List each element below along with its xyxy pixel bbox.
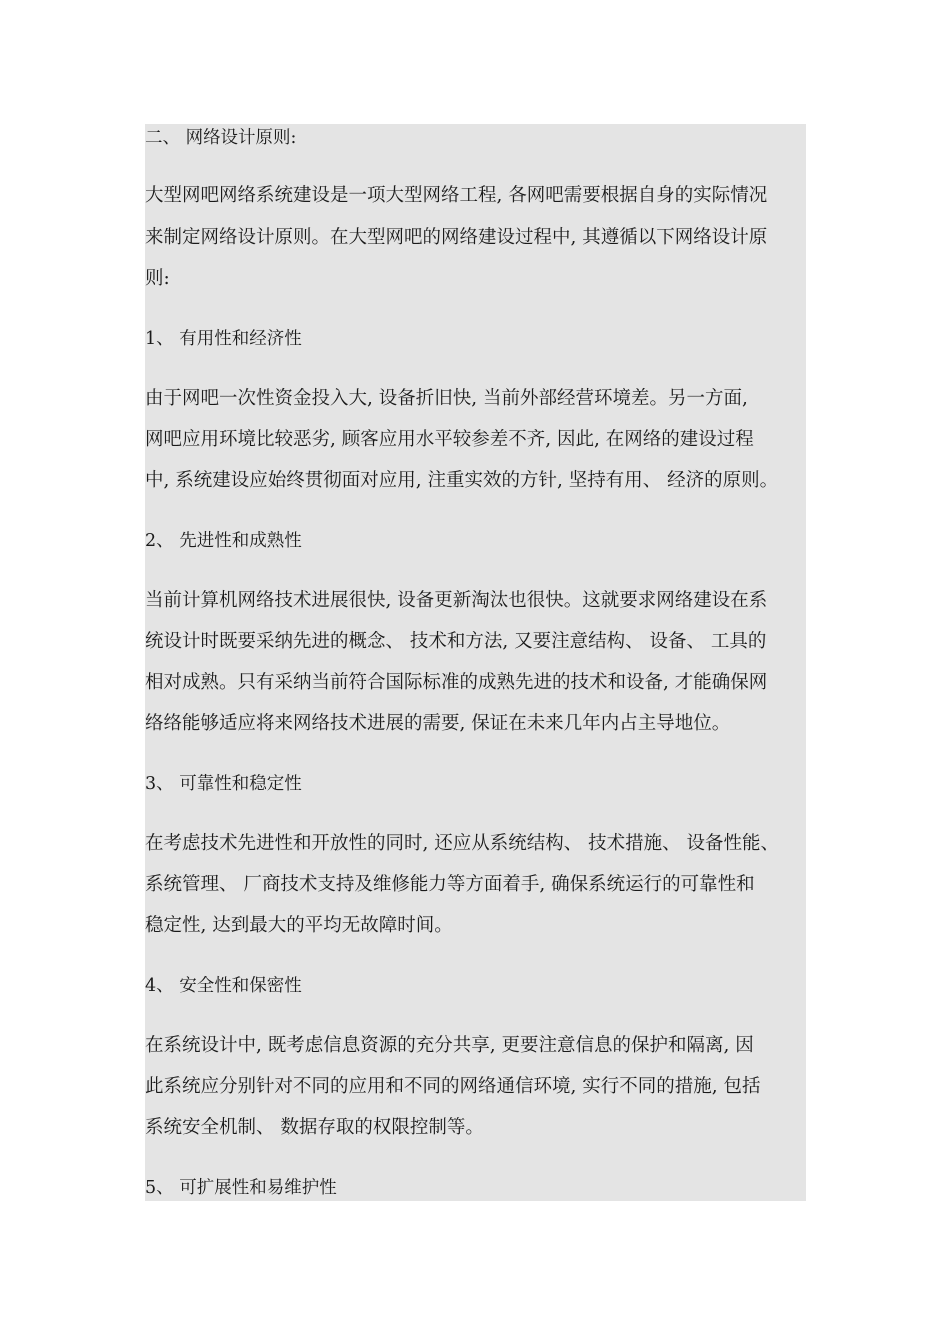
- document-page-content: [145, 124, 806, 1201]
- paragraph-line: 当前计算机网络技术进展很快, 设备更新淘汰也很快。这就要求网络建设在系: [145, 590, 768, 611]
- paragraph-line: 在系统设计中, 既考虑信息资源的充分共享, 更要注意信息的保护和隔离, 因: [145, 1035, 754, 1056]
- paragraph-line: 统设计时既要采纳先进的概念、 技术和方法, 又要注意结构、 设备、 工具的: [145, 631, 767, 652]
- section-heading: 5、 可扩展性和易维护性: [145, 1178, 337, 1198]
- paragraph-line: 此系统应分别针对不同的应用和不同的网络通信环境, 实行不同的措施, 包括: [145, 1076, 761, 1097]
- paragraph-line: 络络能够适应将来网络技术进展的需要, 保证在未来几年内占主导地位。: [145, 713, 731, 734]
- paragraph-line: 系统管理、 厂商技术支持及维修能力等方面着手, 确保系统运行的可靠性和: [145, 874, 755, 895]
- paragraph-line: 大型网吧网络系统建设是一项大型网络工程, 各网吧需要根据自身的实际情况: [145, 185, 768, 206]
- paragraph-line: 由于网吧一次性资金投入大, 设备折旧快, 当前外部经营环境差。另一方面,: [145, 388, 748, 409]
- paragraph-line: 中, 系统建设应始终贯彻面对应用, 注重实效的方针, 坚持有用、 经济的原则。: [145, 470, 779, 491]
- paragraph-line: 来制定网络设计原则。在大型网吧的网络建设过程中, 其遵循以下网络设计原: [145, 227, 768, 248]
- paragraph-line: 则:: [145, 268, 170, 289]
- section-heading: 4、 安全性和保密性: [145, 976, 302, 996]
- paragraph-line: 网吧应用环境比较恶劣, 顾客应用水平较参差不齐, 因此, 在网络的建设过程: [145, 429, 754, 450]
- section-heading: 2、 先进性和成熟性: [145, 531, 302, 551]
- section-heading: 1、 有用性和经济性: [145, 329, 302, 349]
- paragraph-line: 相对成熟。只有采纳当前符合国际标准的成熟先进的技术和设备, 才能确保网: [145, 672, 768, 693]
- paragraph-line: 稳定性, 达到最大的平均无故障时间。: [145, 915, 453, 936]
- paragraph-line: 系统安全机制、 数据存取的权限控制等。: [145, 1117, 484, 1138]
- section-heading: 3、 可靠性和稳定性: [145, 774, 302, 794]
- section-heading: 二、 网络设计原则:: [145, 128, 297, 148]
- paragraph-line: 在考虑技术先进性和开放性的同时, 还应从系统结构、 技术措施、 设备性能、: [145, 833, 780, 854]
